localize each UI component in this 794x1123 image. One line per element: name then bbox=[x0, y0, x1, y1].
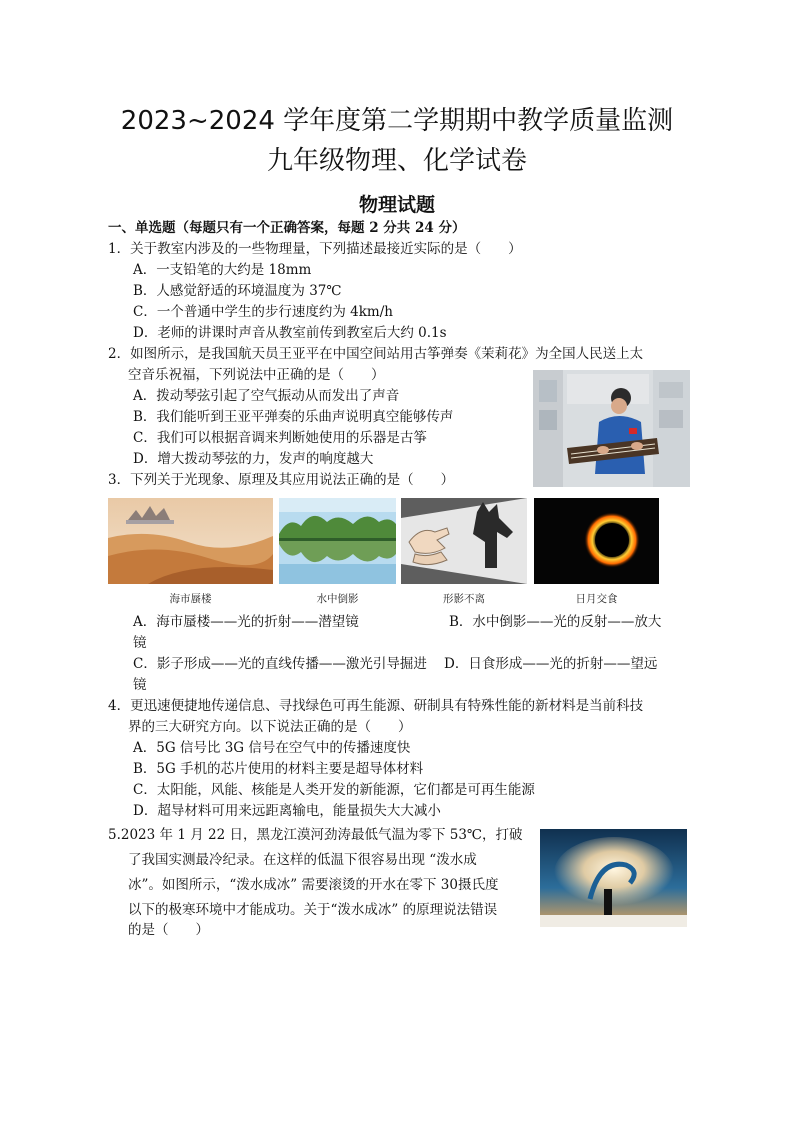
q1-option-a: A．一支铅笔的大约是 18mm bbox=[133, 262, 312, 278]
q2-option-c: C．我们可以根据音调来判断她使用的乐器是古筝 bbox=[133, 430, 427, 446]
q1-option-d: D．老师的讲课时声音从教室前传到教室后大约 0.1s bbox=[133, 325, 447, 341]
q3-option-b: B．水中倒影——光的反射——放大 bbox=[449, 614, 662, 630]
q4-option-b: B．5G 手机的芯片使用的材料主要是超导体材料 bbox=[133, 761, 424, 777]
q2-option-b: B．我们能听到王亚平弹奏的乐曲声说明真空能够传声 bbox=[133, 409, 454, 425]
q2-stem-line2: 空音乐祝福，下列说法中正确的是（ ） bbox=[128, 367, 385, 383]
q2-option-d: D．增大拨动琴弦的力，发声的响度越大 bbox=[133, 451, 374, 467]
water-reflection-photo bbox=[279, 498, 396, 584]
q5-stem-line2: 了我国实测最冷纪录。在这样的低温下很容易出现 “泼水成 bbox=[128, 852, 477, 868]
q2-option-a: A．拨动琴弦引起了空气振动从而发出了声音 bbox=[133, 388, 400, 404]
water-to-ice-photo bbox=[540, 829, 687, 927]
q3-option-c: C．影子形成——光的直线传播——激光引导掘进 bbox=[133, 656, 427, 672]
mirage-photo bbox=[108, 498, 273, 584]
q4-option-d: D．超导材料可用来远距离输电，能量损失大大减小 bbox=[133, 803, 441, 819]
q5-stem-line5: 的是（ ） bbox=[128, 922, 209, 938]
hand-shadow-photo bbox=[401, 498, 527, 584]
exam-title: 2023~2024 学年度第二学期期中教学质量监测 bbox=[120, 106, 674, 136]
q5-stem-line3: 冰”。如图所示，“泼水成冰” 需要滚烫的开水在零下 30摄氏度 bbox=[128, 877, 499, 893]
eclipse-photo bbox=[534, 498, 659, 584]
q3-option-a: A．海市蜃楼——光的折射——潜望镜 bbox=[133, 614, 359, 630]
q4-option-a: A．5G 信号比 3G 信号在空气中的传播速度快 bbox=[133, 740, 411, 756]
q5-stem-line1: 5.2023 年 1 月 22 日，黑龙江漠河劲涛最低气温为零下 53℃，打破 bbox=[108, 827, 523, 843]
q4-option-c: C．太阳能，风能、核能是人类开发的新能源，它们都是可再生能源 bbox=[133, 782, 535, 798]
section-heading-single-choice: 一、单选题（每题只有一个正确答案，每题 2 分共 24 分） bbox=[108, 220, 466, 236]
q2-stem-line1: 2．如图所示，是我国航天员王亚平在中国空间站用古筝弹奏《茉莉花》为全国人民送上太 bbox=[108, 346, 644, 362]
exam-subject-title: 九年级物理、化学试卷 bbox=[266, 146, 527, 176]
q4-stem-line2: 界的三大研究方向。以下说法正确的是（ ） bbox=[128, 719, 412, 735]
q3-option-b-wrap: 镜 bbox=[133, 635, 147, 651]
q3-option-d: D．日食形成——光的折射——望远 bbox=[444, 656, 658, 672]
astronaut-guzheng-photo bbox=[533, 370, 690, 487]
q5-stem-line4: 以下的极寒环境中才能成功。关于“泼水成冰” 的原理说法错误 bbox=[128, 902, 498, 918]
q3-option-d-wrap: 镜 bbox=[133, 677, 147, 693]
caption-shadow: 形影不离 bbox=[443, 593, 485, 605]
section-title-physics: 物理试题 bbox=[358, 194, 435, 216]
q1-option-c: C．一个普通中学生的步行速度约为 4km/h bbox=[133, 304, 393, 320]
caption-mirage: 海市蜃楼 bbox=[169, 593, 212, 605]
caption-eclipse: 日月交食 bbox=[575, 593, 618, 605]
q3-stem: 3．下列关于光现象、原理及其应用说法正确的是（ ） bbox=[108, 472, 455, 488]
q4-stem-line1: 4．更迅速便捷地传递信息、寻找绿色可再生能源、研制具有特殊性能的新材料是当前科技 bbox=[108, 698, 644, 714]
caption-reflection: 水中倒影 bbox=[316, 593, 359, 605]
q1-stem: 1．关于教室内涉及的一些物理量，下列描述最接近实际的是（ ） bbox=[108, 241, 522, 257]
q1-option-b: B．人感觉舒适的环境温度为 37℃ bbox=[133, 283, 342, 299]
